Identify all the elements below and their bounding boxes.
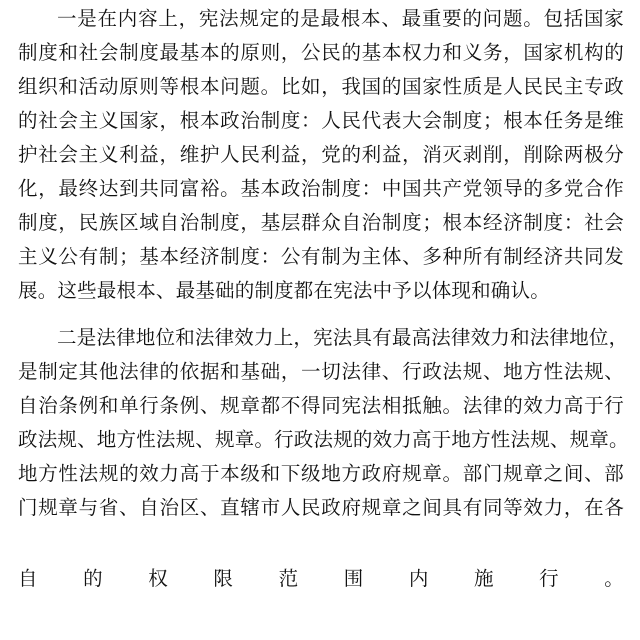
paragraph-1-line-4: 的社会主义国家，根本政治制度：人民代表大会制度；根本任务是维 (18, 109, 624, 132)
paragraph-2-line-5: 地方性法规的效力高于本级和下级地方政府规章。部门规章之间、部 (18, 462, 624, 485)
paragraph-2-line-4: 政法规、地方性法规、规章。行政法规的效力高于地方性法规、规章。 (18, 428, 629, 451)
paragraph-2-line-7: 自的权限范围内施行。 (18, 567, 624, 590)
paragraph-1-line-5: 护社会主义利益，维护人民利益，党的利益，消灭剥削，削除两极分 (18, 143, 624, 166)
paragraph-1-line-1: 一是在内容上，宪法规定的是最根本、最重要的问题。包括国家 (57, 7, 624, 30)
paragraph-2-line-3: 自治条例和单行条例、规章都不得同宪法相抵触。法律的效力高于行 (18, 394, 624, 417)
paragraph-2-line-8 (18, 601, 624, 625)
paragraph-1-line-3: 组织和活动原则等根本问题。比如，我国的国家性质是人民民主专政 (18, 75, 624, 98)
paragraph-1-line-8: 主义公有制；基本经济制度：公有制为主体、多种所有制经济共同发 (18, 245, 624, 268)
paragraph-2-line-6: 门规章与省、自治区、直辖市人民政府规章之间具有同等效力，在各 (18, 496, 624, 519)
paragraph-1-line-7: 制度，民族区域自治制度，基层群众自治制度；根本经济制度：社会 (18, 211, 624, 234)
paragraph-1-line-2: 制度和社会制度最基本的原则，公民的基本权力和义务，国家机构的 (18, 41, 624, 64)
paragraph-2-line-2: 是制定其他法律的依据和基础，一切法律、行政法规、地方性法规、 (18, 360, 624, 383)
paragraph-2-line-1: 二是法律地位和法律效力上，宪法具有最高法律效力和法律地位， (57, 326, 629, 349)
paragraph-1-line-6: 化，最终达到共同富裕。基本政治制度：中国共产党领导的多党合作 (18, 177, 624, 200)
paragraph-1-line-9: 展。这些最根本、最基础的制度都在宪法中予以体现和确认。 (18, 279, 550, 302)
